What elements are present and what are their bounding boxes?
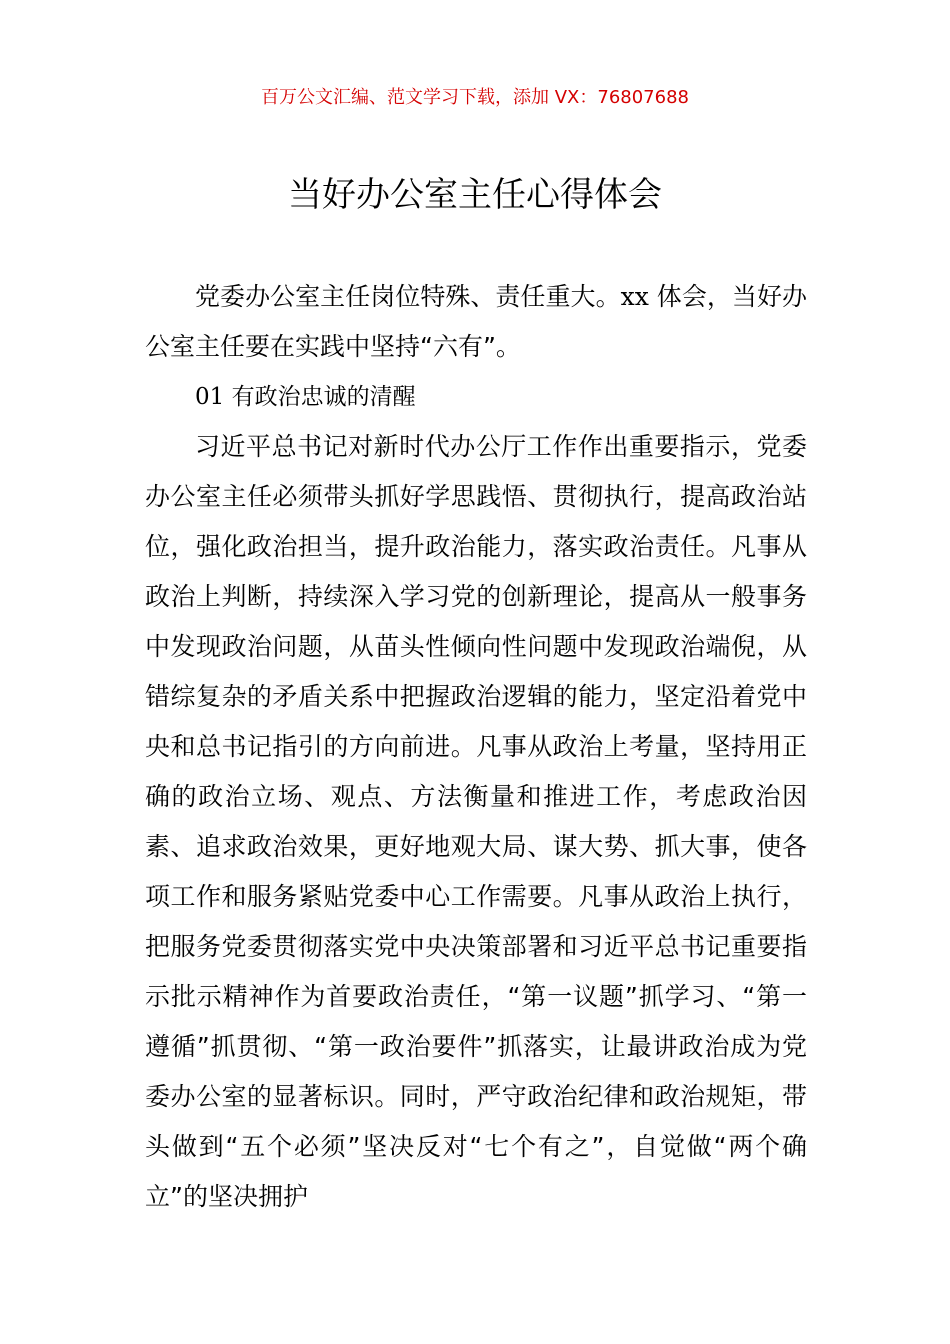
intro-name-placeholder: xx — [620, 282, 649, 311]
section-heading — [145, 372, 807, 422]
document-body — [145, 272, 807, 1222]
section-number: 01 — [195, 384, 225, 410]
section-body-paragraph: 习近平总书记对新时代办公厅工作作出重要指示，党委办公室主任必须带头抓好学思践悟、贯彻执行，提高政治站位，强化政治担当，提升政治能力，落实政治责任。凡事从政治上判断，持续深入学习党的创新理论，提高从一般事务中发现政治问题，从苗头性倾向性问题中发现政治端倪，从错综复杂的矛盾关系中把握政治逻辑的能力，坚定沿着党中央和总书记指引的方向前进。凡事从政治上考量，坚持用正确的政治立场、观点、方法衡量和推进工作，考虑政治因素、追求政治效果，更好地观大局、谋大势、抓大事，使各项工作和服务紧贴党委中心工作需要。凡事从政治上执行，把服务党委贯彻落实党中央决策部署和习近平总书记重要指示批示精神作为首要政治责任，“第一议题”抓学习、“第一遵循”抓贯彻、“第一政治要件”抓落实，让最讲政治成为党委办公室的显著标识。同时，严守政治纪律和政治规矩，带头做到“五个必须”坚决反对“七个有之”，自觉做“两个确立”的坚决拥护 — [145, 432, 807, 1211]
header-banner: 百万公文汇编、范文学习下载，添加 VX：76807688 — [261, 87, 689, 108]
intro-text-end: 体会，当好办公室主任要在实践中坚持“六有”。 — [145, 282, 807, 361]
section-heading-text: 有政治忠诚的清醒 — [224, 384, 416, 410]
intro-text-start: 党委办公室主任岗位特殊、责任重大。 — [195, 282, 621, 311]
intro-paragraph — [145, 272, 807, 372]
document-title: 当好办公室主任心得体会 — [288, 175, 662, 215]
